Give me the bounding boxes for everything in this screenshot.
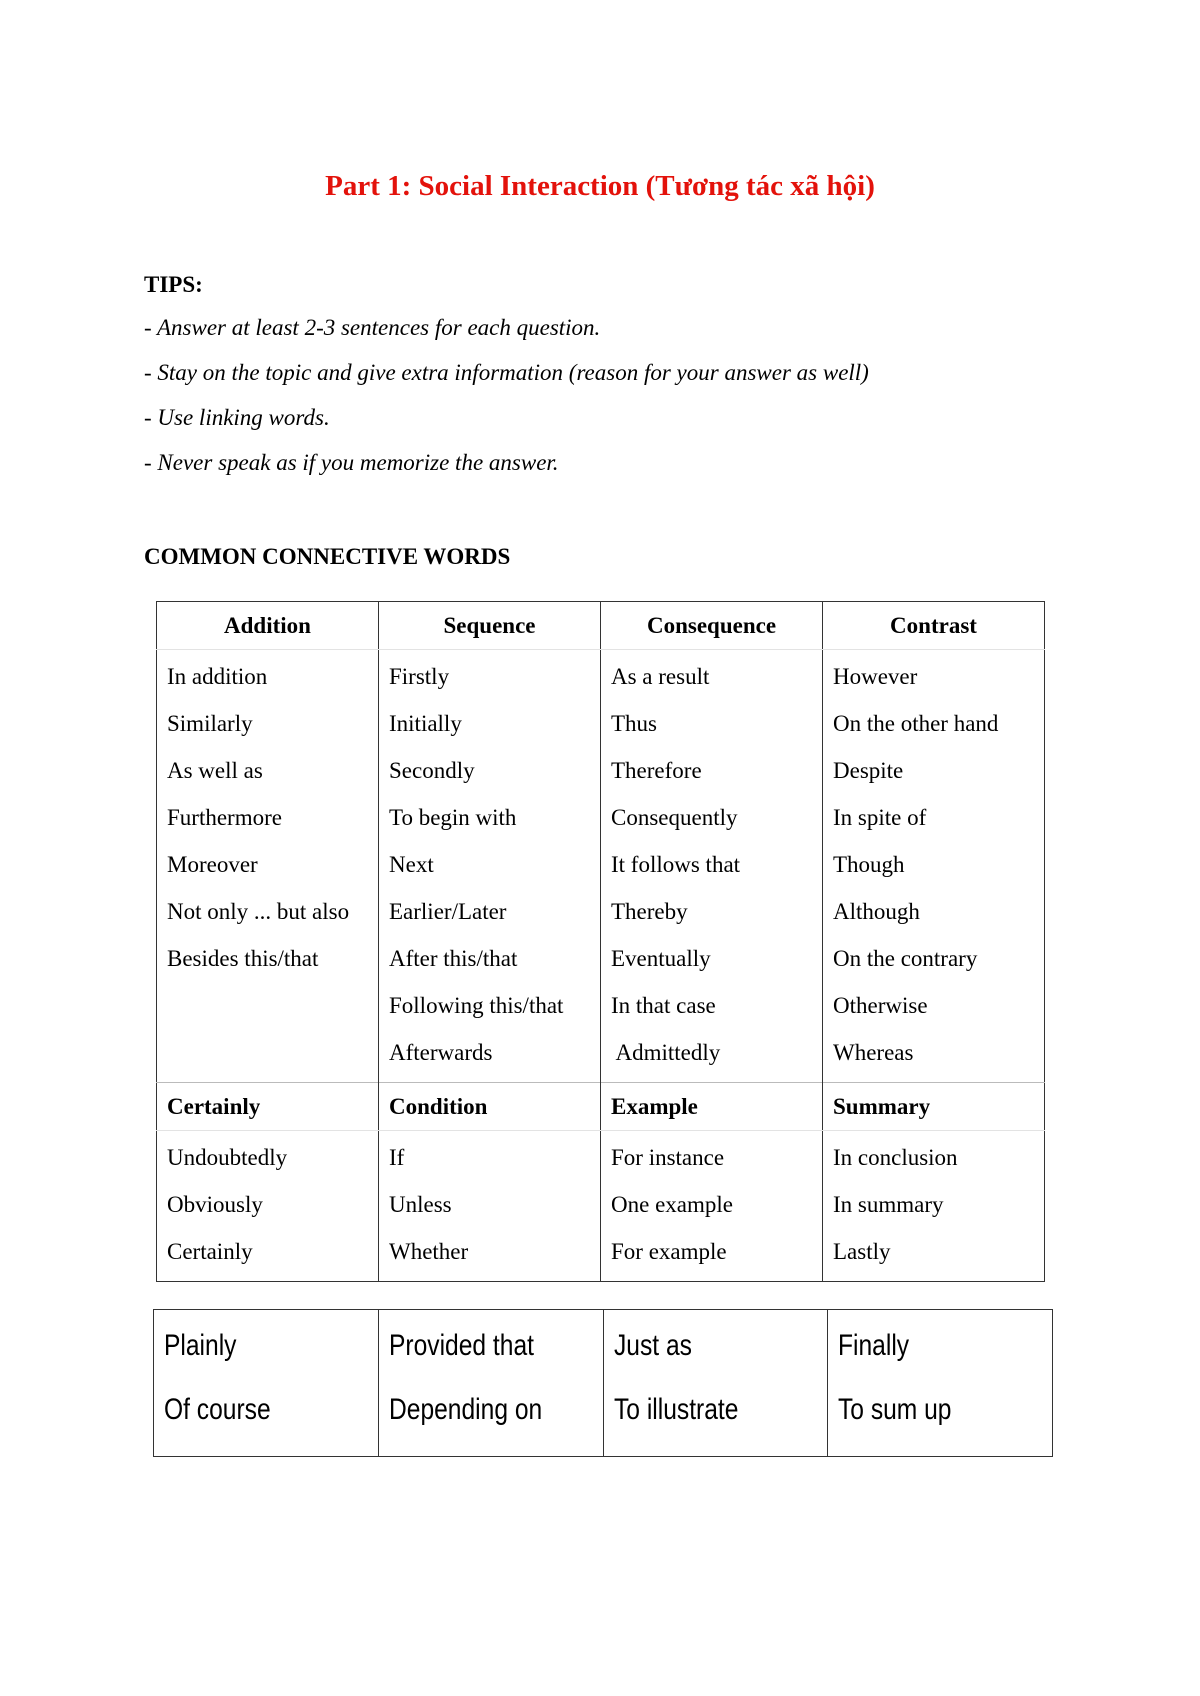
- word-item: For example: [611, 1239, 727, 1264]
- word-item: In summary: [833, 1192, 944, 1217]
- word-item: Therefore: [611, 758, 702, 783]
- word-item: Earlier/Later: [389, 899, 507, 924]
- word-item: Despite: [833, 758, 904, 783]
- word-item: As well as: [167, 758, 263, 783]
- word-item: Admittedly: [611, 1040, 721, 1065]
- tips-list: [144, 315, 869, 495]
- contrast-cell: [823, 650, 1045, 1083]
- word-item: Thus: [611, 711, 657, 736]
- page-title: Part 1: Social Interaction (Tương tác xã hội): [325, 170, 875, 202]
- word-item: Firstly: [389, 664, 450, 689]
- tip-item: - Stay on the topic and give extra information (reason for your answer as well): [144, 360, 869, 385]
- word-item: In spite of: [833, 805, 927, 830]
- word-item: Obviously: [167, 1192, 263, 1217]
- word-list: [838, 1310, 1052, 1456]
- word-item: Unless: [389, 1192, 452, 1217]
- word-item: Just as: [613, 1329, 692, 1362]
- summary-cell: [823, 1131, 1045, 1282]
- sequence-cell: [379, 650, 601, 1083]
- word-item: Lastly: [833, 1239, 891, 1264]
- word-item: Though: [833, 852, 905, 877]
- word-item: Consequently: [611, 805, 738, 830]
- word-item: Besides this/that: [167, 946, 319, 971]
- word-item: Finally: [838, 1329, 910, 1362]
- word-item: Plainly: [164, 1329, 237, 1362]
- table-subheader-row: [157, 1083, 1045, 1131]
- word-item: Thereby: [611, 899, 688, 924]
- word-list: [601, 1131, 822, 1281]
- extra-connectives-table: [153, 1309, 1053, 1457]
- word-list: [157, 650, 378, 988]
- word-item: If: [389, 1145, 405, 1170]
- addition-cell: [157, 650, 379, 1083]
- word-item: On the contrary: [833, 946, 978, 971]
- tip-item: - Never speak as if you memorize the answer.: [144, 450, 559, 475]
- extra-cell: [378, 1310, 603, 1457]
- word-list: [157, 1131, 378, 1281]
- word-item: In conclusion: [833, 1145, 958, 1170]
- word-item: Otherwise: [833, 993, 928, 1018]
- header-summary: Summary: [823, 1083, 1045, 1131]
- word-item: Furthermore: [167, 805, 282, 830]
- word-item: Depending on: [388, 1393, 542, 1426]
- word-item: For instance: [611, 1145, 725, 1170]
- extra-cell: [603, 1310, 828, 1457]
- word-item: In that case: [611, 993, 716, 1018]
- word-list: [164, 1310, 378, 1456]
- word-item: Secondly: [389, 758, 475, 783]
- word-item: Whether: [389, 1239, 469, 1264]
- word-list: [601, 650, 822, 1082]
- word-item: To sum up: [838, 1393, 952, 1426]
- tip-item: - Use linking words.: [144, 405, 330, 430]
- certainly-cell: [157, 1131, 379, 1282]
- word-item: To begin with: [389, 805, 517, 830]
- word-item: Following this/that: [389, 993, 564, 1018]
- consequence-cell: [601, 650, 823, 1083]
- word-item: It follows that: [611, 852, 741, 877]
- word-list: [823, 650, 1044, 1082]
- word-item: In addition: [167, 664, 268, 689]
- condition-cell: [379, 1131, 601, 1282]
- word-item: Afterwards: [389, 1040, 493, 1065]
- word-list: [614, 1310, 828, 1456]
- table-row: [157, 1131, 1045, 1282]
- word-item: Initially: [389, 711, 462, 736]
- word-item: Not only ... but also: [167, 899, 350, 924]
- word-item: Undoubtedly: [167, 1145, 288, 1170]
- extra-cell: [154, 1310, 379, 1457]
- header-addition: Addition: [157, 602, 379, 650]
- table-row: [157, 650, 1045, 1083]
- header-condition: Condition: [379, 1083, 601, 1131]
- table-header-row: [157, 602, 1045, 650]
- word-item: Whereas: [833, 1040, 914, 1065]
- example-cell: [601, 1131, 823, 1282]
- word-item: To illustrate: [613, 1393, 738, 1426]
- word-item: Of course: [164, 1393, 271, 1426]
- header-certainly: Certainly: [157, 1083, 379, 1131]
- word-list: [823, 1131, 1044, 1281]
- connective-words-table: [156, 601, 1045, 1282]
- word-item: Similarly: [167, 711, 253, 736]
- word-item: Eventually: [611, 946, 711, 971]
- word-item: After this/that: [389, 946, 518, 971]
- tip-item: - Answer at least 2-3 sentences for each question.: [144, 315, 601, 340]
- word-item: On the other hand: [833, 711, 999, 736]
- table-row: [154, 1310, 1053, 1457]
- word-list: [389, 1310, 603, 1456]
- word-item: One example: [611, 1192, 733, 1217]
- word-item: However: [833, 664, 918, 689]
- word-list: [379, 650, 600, 1082]
- word-list: [379, 1131, 600, 1281]
- header-consequence: Consequence: [601, 602, 823, 650]
- header-contrast: Contrast: [823, 602, 1045, 650]
- word-item: As a result: [611, 664, 710, 689]
- extra-cell: [828, 1310, 1053, 1457]
- word-item: Next: [389, 852, 434, 877]
- header-sequence: Sequence: [379, 602, 601, 650]
- word-item: Provided that: [388, 1329, 534, 1362]
- connectives-heading: COMMON CONNECTIVE WORDS: [144, 544, 511, 569]
- word-item: Certainly: [167, 1239, 253, 1264]
- word-item: Moreover: [167, 852, 258, 877]
- word-item: Although: [833, 899, 920, 924]
- tips-heading: TIPS:: [144, 272, 203, 297]
- header-example: Example: [601, 1083, 823, 1131]
